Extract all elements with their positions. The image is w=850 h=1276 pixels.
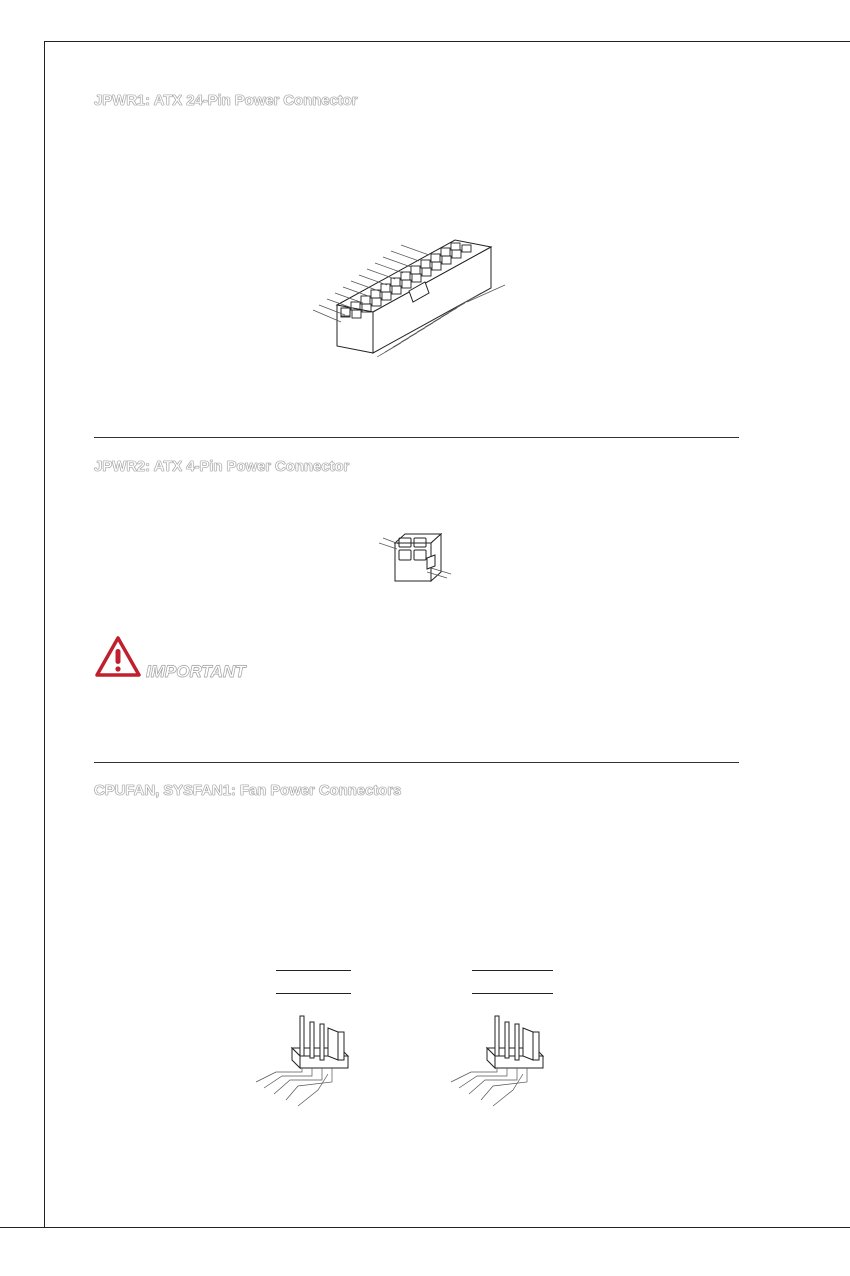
table-rule bbox=[472, 993, 553, 994]
atx-24-pin-connector-icon bbox=[305, 235, 520, 365]
page-frame-bottom bbox=[0, 1227, 850, 1228]
page-frame-top bbox=[44, 41, 850, 42]
important-label: IMPORTANT bbox=[146, 662, 246, 681]
warning-triangle-icon bbox=[94, 635, 142, 679]
table-rule bbox=[472, 970, 553, 971]
fan-header-connector-icon bbox=[250, 1010, 365, 1110]
fan-header-connector-icon bbox=[445, 1010, 560, 1110]
jpwr1-heading: JPWR1: ATX 24-Pin Power Connector bbox=[94, 92, 358, 109]
table-rule bbox=[276, 993, 351, 994]
table-rule bbox=[276, 970, 351, 971]
page-frame-left bbox=[44, 41, 45, 1227]
atx-4-pin-connector-icon bbox=[375, 528, 455, 588]
sysfan-pin-table bbox=[472, 970, 553, 994]
fans-heading: CPUFAN, SYSFAN1: Fan Power Connectors bbox=[94, 782, 402, 799]
cpufan-pin-table bbox=[276, 970, 351, 994]
jpwr2-heading: JPWR2: ATX 4-Pin Power Connector bbox=[94, 458, 350, 475]
section-divider bbox=[94, 762, 739, 763]
section-divider bbox=[94, 437, 739, 438]
